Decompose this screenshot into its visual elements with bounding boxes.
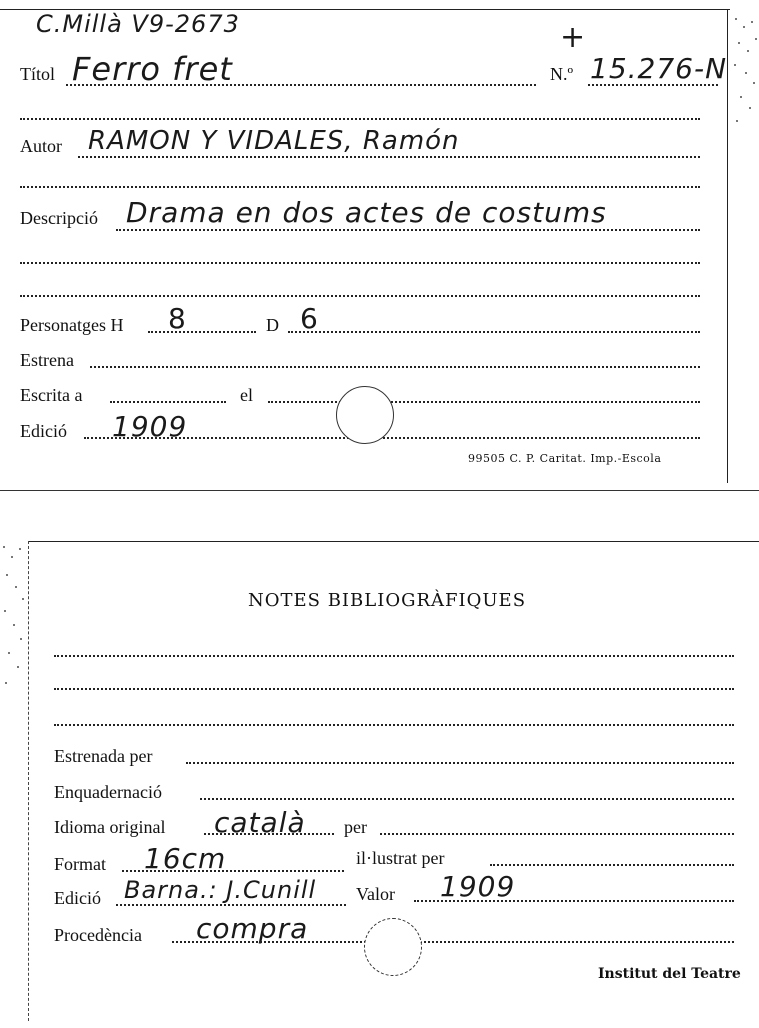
card2-edicio-value: Barna.: J.Cunill (124, 876, 317, 904)
estrena-label: Estrena (20, 350, 74, 370)
format-value: 16cm (144, 842, 227, 875)
titol-value: Ferro fret (72, 50, 233, 88)
card2-top-border (28, 541, 759, 542)
el-line (268, 401, 700, 403)
estrenada-line (186, 762, 734, 764)
card1-rule-1 (20, 118, 700, 120)
descripcio-label: Descripció (20, 208, 98, 228)
card2-rule-2 (54, 688, 734, 690)
card2-edicio-line (116, 904, 346, 906)
numero-value: 15.276-N (590, 52, 728, 85)
card1-punch-hole (336, 386, 394, 444)
card1-imprint: 99505 C. P. Caritat. Imp.-Escola (468, 452, 662, 465)
edicio-label: Edició (20, 421, 67, 441)
institut-label: Institut del Teatre (598, 966, 741, 982)
estrenada-label: Estrenada per (54, 746, 153, 766)
card2-rule-1 (54, 655, 734, 657)
format-label: Format (54, 854, 106, 874)
estrena-line (90, 366, 700, 368)
enquadernacio-label: Enquadernació (54, 782, 162, 802)
scan-noise-right (731, 12, 759, 132)
edicio-line (84, 437, 700, 439)
format-line (122, 870, 344, 872)
card1-rule-3 (20, 262, 700, 264)
edicio-value: 1909 (112, 410, 188, 443)
autor-label: Autor (20, 136, 62, 156)
valor-value: 1909 (440, 870, 516, 903)
illustrat-line (490, 864, 734, 866)
procedencia-label: Procedència (54, 925, 142, 945)
card2-left-border (28, 541, 29, 1021)
descripcio-value: Drama en dos actes de costums (126, 196, 607, 229)
titol-label: Títol (20, 64, 55, 84)
personatges-label: Personatges H (20, 315, 124, 335)
personatges-d-value: 6 (300, 302, 319, 335)
autor-line (78, 156, 700, 158)
personatges-d-line (288, 331, 700, 333)
numero-label: N.º (550, 64, 574, 84)
idioma-value: català (214, 806, 306, 839)
numero-line (588, 84, 718, 86)
escrita-line (110, 401, 226, 403)
idioma-line (204, 833, 334, 835)
card2-edicio-label: Edició (54, 888, 101, 908)
notes-heading: NOTES BIBLIOGRÀFIQUES (248, 590, 527, 611)
cross-mark: + (560, 20, 587, 55)
card1-bottom-border (0, 490, 759, 491)
card2-rule-3 (54, 724, 734, 726)
card2-punch-hole (364, 918, 422, 976)
enquadernacio-line (200, 798, 734, 800)
scan-noise-left (0, 540, 28, 700)
top-handwritten-note: C.Millà V9-2673 (36, 10, 240, 38)
escrita-label: Escrita a (20, 385, 83, 405)
titol-line (66, 84, 536, 86)
idioma-per-line (380, 833, 734, 835)
descripcio-line (116, 229, 700, 231)
autor-value: RAMON Y VIDALES, Ramón (88, 126, 460, 156)
valor-label: Valor (356, 884, 395, 904)
card1-right-border (727, 9, 728, 483)
personatges-h-value: 8 (168, 302, 187, 335)
idioma-per-label: per (344, 817, 367, 837)
illustrat-label: il·lustrat per (356, 848, 445, 868)
card1-rule-2 (20, 186, 700, 188)
procedencia-value: compra (196, 912, 309, 945)
valor-line (414, 900, 734, 902)
personatges-h-line (148, 331, 256, 333)
card1-rule-4 (20, 295, 700, 297)
el-label: el (240, 385, 253, 405)
idioma-label: Idioma original (54, 817, 166, 837)
personatges-d-label: D (266, 315, 279, 335)
procedencia-line (172, 941, 734, 943)
